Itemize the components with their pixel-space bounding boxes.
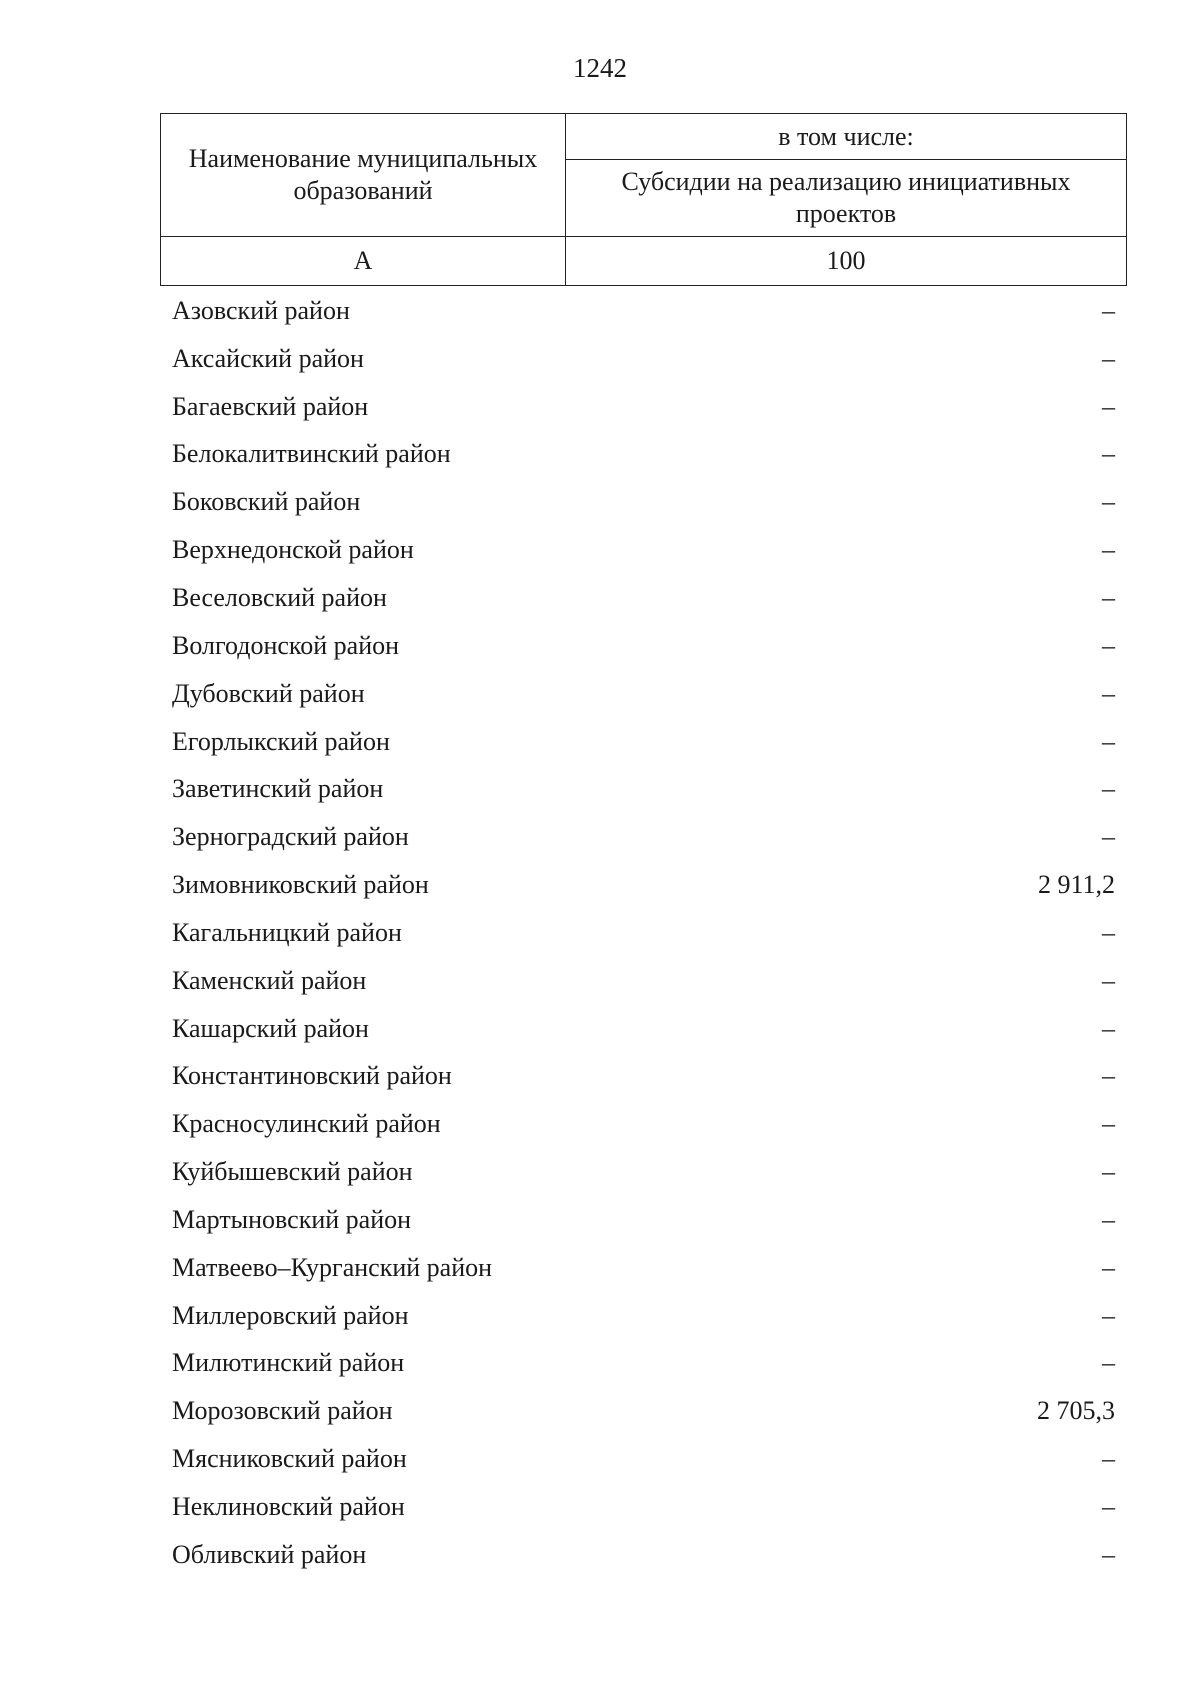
municipality-name: Красносулинский район	[172, 1109, 441, 1139]
municipality-name: Азовский район	[172, 295, 350, 325]
table-row	[172, 718, 1115, 766]
municipality-name: Белокалитвинский район	[172, 439, 451, 469]
subsidy-value: –	[1102, 1492, 1115, 1522]
subsidy-column-code: 100	[566, 237, 1127, 286]
table-row	[172, 1435, 1115, 1483]
table-row	[172, 1148, 1115, 1196]
subsidy-value: –	[1102, 1109, 1115, 1139]
subsidy-value: –	[1102, 630, 1115, 660]
table-header	[160, 113, 1127, 286]
subsidy-value: –	[1102, 726, 1115, 756]
subsidy-value: –	[1102, 822, 1115, 852]
municipality-name: Куйбышевский район	[172, 1157, 413, 1187]
municipality-name: Багаевский район	[172, 391, 369, 421]
municipality-name: Кагальницкий район	[172, 917, 402, 947]
subsidy-value: –	[1102, 774, 1115, 804]
municipality-name: Кашарский район	[172, 1013, 369, 1043]
subsidy-value: –	[1102, 391, 1115, 421]
table-row	[172, 765, 1115, 813]
municipality-name: Боковский район	[172, 487, 361, 517]
table-row	[172, 1244, 1115, 1292]
subsidy-value: –	[1102, 1204, 1115, 1234]
table-row	[172, 1387, 1115, 1435]
municipality-name: Веселовский район	[172, 582, 387, 612]
name-column-header: Наименование муниципальных образований	[161, 114, 566, 237]
table-row	[172, 1196, 1115, 1244]
municipality-name: Милютинский район	[172, 1348, 405, 1378]
group-label-header: в том числе:	[566, 114, 1127, 160]
subsidy-value: 2 911,2	[1037, 870, 1115, 900]
municipality-name: Зерноградский район	[172, 822, 409, 852]
table-row	[172, 813, 1115, 861]
table-row	[172, 1005, 1115, 1053]
subsidy-value: –	[1102, 1444, 1115, 1474]
table-row	[172, 574, 1115, 622]
municipality-name: Матвеево–Курганский район	[172, 1252, 493, 1282]
subsidy-value: –	[1102, 295, 1115, 325]
municipality-name: Обливский район	[172, 1539, 367, 1569]
municipality-name: Каменский район	[172, 965, 367, 995]
table-row	[172, 861, 1115, 909]
table-row	[172, 478, 1115, 526]
page-number: 1242	[573, 53, 627, 83]
table-row	[172, 431, 1115, 479]
municipality-name: Морозовский район	[172, 1396, 393, 1426]
subsidy-value: –	[1102, 678, 1115, 708]
subsidy-value: –	[1102, 487, 1115, 517]
subsidy-value: –	[1102, 965, 1115, 995]
table-row	[172, 1053, 1115, 1101]
municipality-name: Мартыновский район	[172, 1204, 412, 1234]
municipality-name: Миллеровский район	[172, 1300, 409, 1330]
table-row	[172, 622, 1115, 670]
subsidy-value: –	[1102, 439, 1115, 469]
municipality-name: Верхнедонской район	[172, 535, 414, 565]
subsidy-value: –	[1102, 343, 1115, 373]
municipality-name: Волгодонской район	[172, 630, 400, 660]
table-body	[172, 287, 1115, 1579]
municipality-name: Мясниковский район	[172, 1444, 407, 1474]
subsidy-column-header: Субсидии на реализацию инициативных проектов	[566, 160, 1127, 237]
subsidy-value: –	[1102, 1300, 1115, 1330]
table-row	[172, 383, 1115, 431]
municipality-name: Аксайский район	[172, 343, 364, 373]
subsidy-value: –	[1102, 1539, 1115, 1569]
municipality-name: Зимовниковский район	[172, 870, 429, 900]
name-column-code: А	[161, 237, 566, 286]
subsidy-value: 2 705,3	[1037, 1396, 1115, 1426]
table-row	[172, 1531, 1115, 1579]
subsidy-value: –	[1102, 1348, 1115, 1378]
municipality-name: Заветинский район	[172, 774, 384, 804]
table-row	[172, 957, 1115, 1005]
subsidy-value: –	[1102, 1252, 1115, 1282]
table-row	[172, 526, 1115, 574]
subsidy-value: –	[1102, 1013, 1115, 1043]
table-row	[172, 287, 1115, 335]
subsidy-value: –	[1102, 582, 1115, 612]
table-row	[172, 909, 1115, 957]
municipality-name: Егорлыкский район	[172, 726, 390, 756]
subsidy-value: –	[1102, 535, 1115, 565]
table-row	[172, 1100, 1115, 1148]
municipality-name: Константиновский район	[172, 1061, 452, 1091]
table-row	[172, 670, 1115, 718]
municipality-name: Дубовский район	[172, 678, 365, 708]
table-row	[172, 335, 1115, 383]
table-row	[172, 1340, 1115, 1388]
table-row	[172, 1483, 1115, 1531]
table-row	[172, 1292, 1115, 1340]
municipality-name: Неклиновский район	[172, 1492, 405, 1522]
subsidy-value: –	[1102, 917, 1115, 947]
subsidy-value: –	[1102, 1061, 1115, 1091]
subsidy-value: –	[1102, 1157, 1115, 1187]
